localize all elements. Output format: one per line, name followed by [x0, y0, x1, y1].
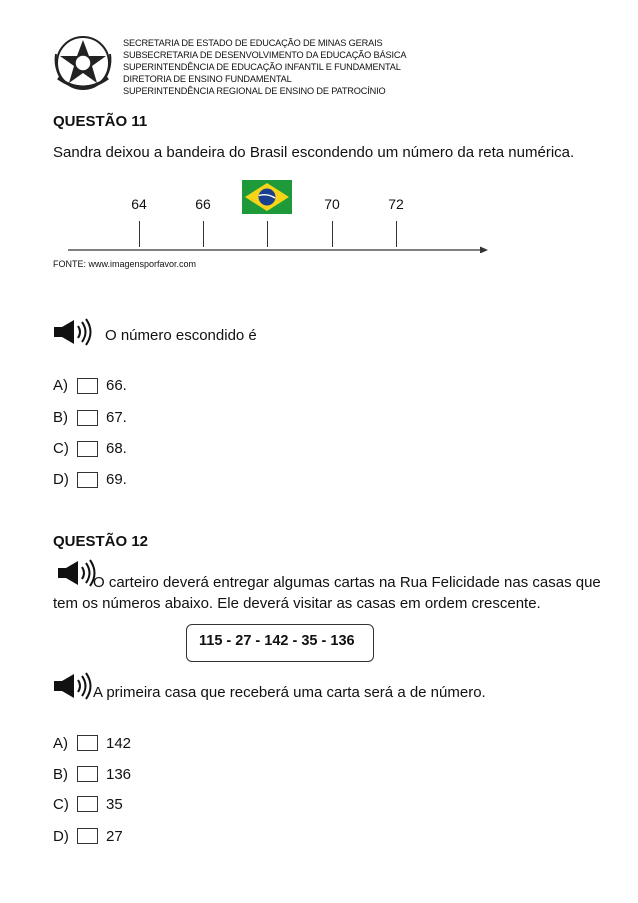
q12-option-text-b: 136 [106, 766, 132, 783]
header-line-3: SUPERINTENDÊNCIA DE EDUCAÇÃO INFANTIL E FUNDAMENTAL [123, 62, 401, 72]
question-11-title: QUESTÃO 11 [53, 113, 148, 130]
question-12-statement-line-1: O carteiro deverá entregar algumas cartas na Rua Felicidade nas casas que [93, 574, 601, 591]
speaker-icon[interactable] [52, 318, 94, 346]
q12-option-checkbox-c[interactable] [77, 796, 98, 812]
option-letter-b: B) [53, 409, 68, 426]
option-checkbox-b[interactable] [77, 410, 98, 426]
q12-option-text-c: 35 [106, 796, 123, 813]
number-sequence-box [186, 624, 374, 662]
question-11-statement: Sandra deixou a bandeira do Brasil escondendo um número da reta numérica. [53, 144, 575, 161]
option-checkbox-d[interactable] [77, 472, 98, 488]
q12-option-checkbox-b[interactable] [77, 766, 98, 782]
speaker-icon[interactable] [56, 559, 98, 587]
q12-option-letter-b: B) [53, 766, 68, 783]
brazil-flag-icon [242, 180, 292, 214]
number-line-axis [68, 240, 488, 250]
image-source: FONTE: www.imagensporfavor.com [53, 259, 197, 269]
option-text-a: 66. [106, 377, 127, 394]
q12-option-checkbox-a[interactable] [77, 735, 98, 751]
q12-option-letter-c: C) [53, 796, 69, 813]
option-text-b: 67. [106, 409, 127, 426]
header-line-5: SUPERINTENDÊNCIA REGIONAL DE ENSINO DE PATROCÍNIO [123, 86, 386, 96]
option-letter-a: A) [53, 377, 68, 394]
header-line-1: SECRETARIA DE ESTADO DE EDUCAÇÃO DE MINAS GERAIS [123, 38, 383, 48]
question-11-prompt: O número escondido é [105, 327, 257, 344]
q12-option-letter-d: D) [53, 828, 69, 845]
question-12-prompt: A primeira casa que receberá uma carta será a de número. [93, 684, 486, 701]
tick-label-72: 72 [388, 196, 404, 212]
q12-option-text-d: 27 [106, 828, 123, 845]
option-checkbox-c[interactable] [77, 441, 98, 457]
coat-of-arms-icon [52, 34, 114, 92]
question-12-statement-line-2: tem os números abaixo. Ele deverá visitar as casas em ordem crescente. [53, 595, 541, 612]
q12-option-checkbox-d[interactable] [77, 828, 98, 844]
option-text-d: 69. [106, 471, 127, 488]
option-checkbox-a[interactable] [77, 378, 98, 394]
speaker-icon[interactable] [52, 672, 94, 700]
option-letter-d: D) [53, 471, 69, 488]
tick-label-64: 64 [131, 196, 147, 212]
q12-option-letter-a: A) [53, 735, 68, 752]
tick-label-66: 66 [195, 196, 211, 212]
header-line-4: DIRETORIA DE ENSINO FUNDAMENTAL [123, 74, 292, 84]
tick-label-70: 70 [324, 196, 340, 212]
question-12-title: QUESTÃO 12 [53, 533, 149, 550]
q12-option-text-a: 142 [106, 735, 132, 752]
option-text-c: 68. [106, 440, 127, 457]
option-letter-c: C) [53, 440, 69, 457]
number-sequence: 115 - 27 - 142 - 35 - 136 [199, 633, 355, 649]
header-line-2: SUBSECRETARIA DE DESENVOLVIMENTO DA EDUCAÇÃO BÁSICA [123, 50, 407, 60]
